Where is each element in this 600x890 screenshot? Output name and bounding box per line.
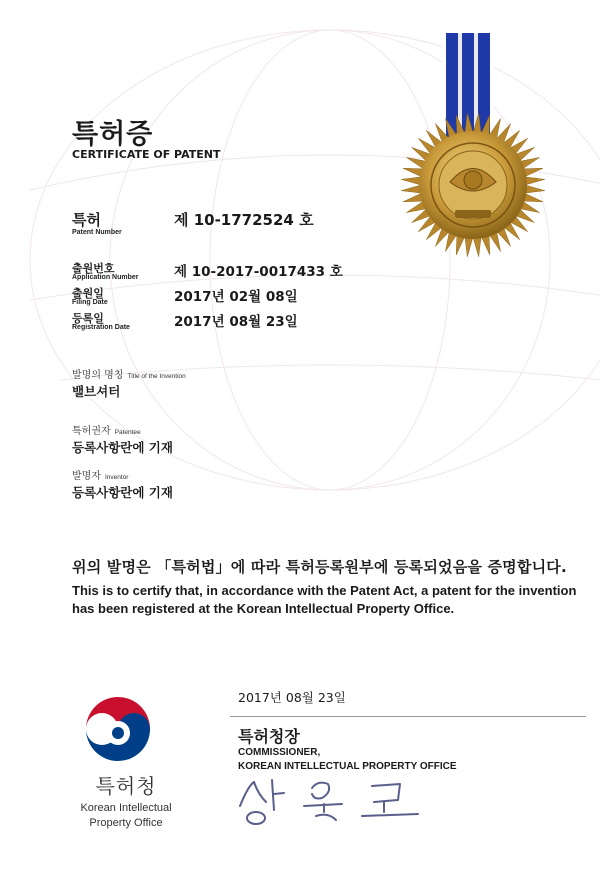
patentee-value: 등록사항란에 기재 (72, 440, 173, 455)
filing-date: 2017년 02월 08일 (174, 289, 298, 305)
invention-label (72, 366, 186, 381)
certificate-title-en: CERTIFICATE OF PATENT (72, 148, 221, 161)
application-number: 제 10-2017-0017433 호 (174, 264, 343, 280)
patent-label: 특허 (72, 211, 101, 229)
filing-label-en: Filing Date (72, 299, 108, 306)
commissioner-title-en (238, 746, 457, 774)
inventor-label-en: Inventor (104, 474, 129, 481)
invention-title: 밸브셔터 (72, 384, 121, 399)
office-name-en-line1: Korean Intellectual (80, 802, 172, 814)
invention-label-ko: 발명의 명칭 (72, 370, 124, 381)
inventor-label (72, 467, 128, 482)
commissioner-title-ko: 특허청장 (238, 727, 300, 746)
patentee-label-ko: 특허권자 (72, 426, 111, 437)
certificate-title: 특허증 (72, 119, 154, 150)
invention-label-en: Title of the Invention (127, 373, 186, 380)
divider (230, 716, 586, 717)
filing-label: 출원일 (72, 287, 104, 300)
application-label: 출원번호 (72, 262, 115, 275)
patentee-label-en: Patentee (114, 429, 141, 436)
registration-label-en: Registration Date (72, 324, 130, 331)
gold-seal-icon (398, 110, 548, 260)
inventor-label-ko: 발명자 (72, 471, 101, 482)
certification-statement-en (72, 582, 576, 618)
commissioner-title-en-line1: COMMISSIONER, (238, 747, 321, 758)
inventor-value: 등록사항란에 기재 (72, 485, 173, 500)
statement-en-line2: has been registered at the Korean Intellectual Property Office. (72, 601, 455, 616)
registration-date: 2017년 08월 23일 (174, 314, 298, 330)
registration-label: 등록일 (72, 312, 104, 325)
statement-en-line1: This is to certify that, in accordance with the Patent Act, a patent for the invention (72, 583, 577, 598)
issue-date: 2017년 08월 23일 (238, 690, 346, 705)
office-name-en (62, 801, 190, 831)
office-name-en-line2: Property Office (89, 817, 163, 829)
office-name-ko: 특허청 (95, 774, 157, 798)
commissioner-title-en-line2: KOREAN INTELLECTUAL PROPERTY OFFICE (238, 761, 457, 772)
kipo-taegeuk-logo-icon (82, 693, 154, 765)
application-label-en: Application Number (72, 274, 139, 281)
certification-statement-ko: 위의 발명은 「특허법」에 따라 특허등록원부에 등록되었음을 증명합니다. (72, 558, 567, 576)
patent-number: 제 10-1772524 호 (174, 211, 314, 229)
patentee-label (72, 422, 141, 437)
patent-label-en: Patent Number (72, 229, 122, 236)
commissioner-signature (232, 776, 432, 828)
